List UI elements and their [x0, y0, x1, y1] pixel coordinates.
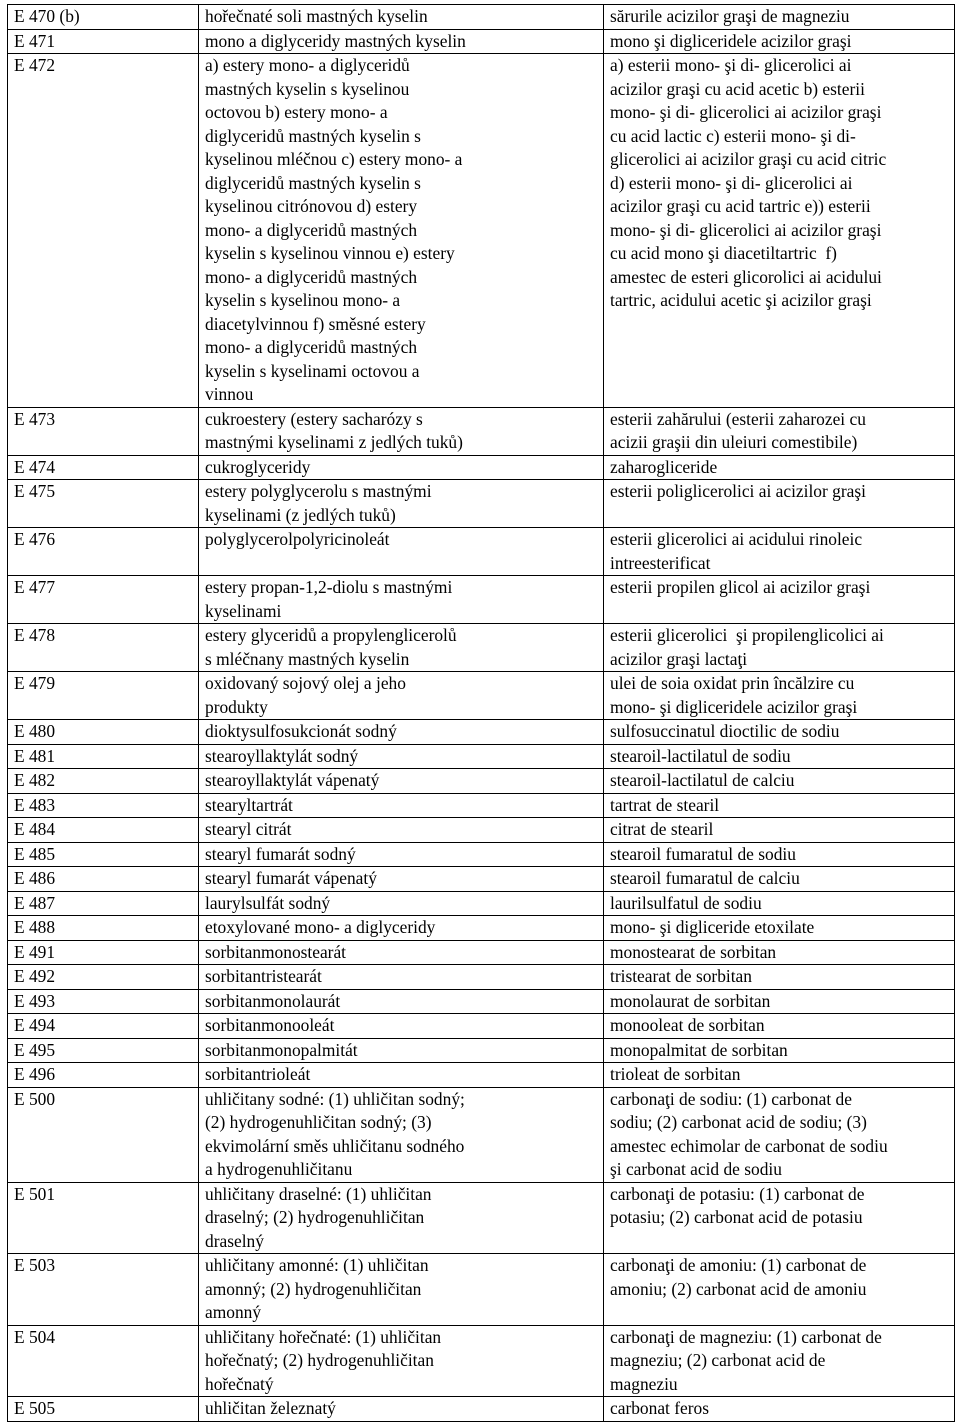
e-number-cell: E 487 — [8, 891, 199, 916]
romanian-name-cell: tartrat de stearil — [604, 793, 955, 818]
e-number-cell: E 501 — [8, 1182, 199, 1254]
romanian-name-cell: stearoil fumaratul de sodiu — [604, 842, 955, 867]
e-number-cell: E 476 — [8, 528, 199, 576]
czech-name-cell: sorbitanmonopalmitát — [199, 1038, 604, 1063]
romanian-name-cell: monopalmitat de sorbitan — [604, 1038, 955, 1063]
table-row — [8, 54, 955, 408]
romanian-name-cell: tristearat de sorbitan — [604, 965, 955, 990]
table-row — [8, 940, 955, 965]
table-row — [8, 576, 955, 624]
romanian-name-cell: a) esterii mono- şi di- glicerolici ai acizilor graşi cu acid acetic b) esterii mono- şi di- glicerolici ai acizilor graşi cu acid lactic c) esterii mono- şi di- glicerolici ai acizilor graşi cu acid citric d) esterii mono- şi di- glicerolici ai acizilor graşi cu acid tartric e)) esterii mono- şi di- glicerolici ai acizilor graşi cu acid mono şi diacetiltartric f) amestec de esteri glicorolici ai acidului tartric, acidului acetic şi acizilor graşi — [604, 54, 955, 408]
czech-name-cell: sorbitantristearát — [199, 965, 604, 990]
romanian-name-cell: monostearat de sorbitan — [604, 940, 955, 965]
czech-name-cell: uhličitany amonné: (1) uhličitan amonný; (2) hydrogenuhličitan amonný — [199, 1254, 604, 1326]
czech-name-cell: hořečnaté soli mastných kyselin — [199, 5, 604, 30]
e-number-cell: E 484 — [8, 818, 199, 843]
e-number-cell: E 485 — [8, 842, 199, 867]
czech-name-cell: polyglycerolpolyricinoleát — [199, 528, 604, 576]
table-row — [8, 720, 955, 745]
romanian-name-cell: esterii glicerolici ai acidului rinoleic intreesterificat — [604, 528, 955, 576]
romanian-name-cell: stearoil-lactilatul de sodiu — [604, 744, 955, 769]
romanian-name-cell: stearoil-lactilatul de calciu — [604, 769, 955, 794]
romanian-name-cell: carbonaţi de magneziu: (1) carbonat de magneziu; (2) carbonat acid de magneziu — [604, 1325, 955, 1397]
e-number-cell: E 493 — [8, 989, 199, 1014]
e-number-cell: E 504 — [8, 1325, 199, 1397]
table-row — [8, 455, 955, 480]
romanian-name-cell: carbonat feros — [604, 1397, 955, 1422]
table-row — [8, 769, 955, 794]
table-row — [8, 407, 955, 455]
romanian-name-cell: mono şi digliceridele acizilor graşi — [604, 29, 955, 54]
e-number-cell: E 478 — [8, 624, 199, 672]
romanian-name-cell: stearoil fumaratul de calciu — [604, 867, 955, 892]
e-number-cell: E 480 — [8, 720, 199, 745]
romanian-name-cell: carbonaţi de amoniu: (1) carbonat de amoniu; (2) carbonat acid de amoniu — [604, 1254, 955, 1326]
romanian-name-cell: laurilsulfatul de sodiu — [604, 891, 955, 916]
czech-name-cell: stearyl citrát — [199, 818, 604, 843]
e-number-cell: E 482 — [8, 769, 199, 794]
czech-name-cell: mono a diglyceridy mastných kyselin — [199, 29, 604, 54]
romanian-name-cell: sărurile acizilor graşi de magneziu — [604, 5, 955, 30]
e-number-cell: E 472 — [8, 54, 199, 408]
czech-name-cell: etoxylované mono- a diglyceridy — [199, 916, 604, 941]
czech-name-cell: uhličitany sodné: (1) uhličitan sodný; (2) hydrogenuhličitan sodný; (3) ekvimolární směs uhličitanu sodného a hydrogenuhličitanu — [199, 1087, 604, 1182]
table-row — [8, 916, 955, 941]
table-row — [8, 1254, 955, 1326]
czech-name-cell: oxidovaný sojový olej a jeho produkty — [199, 672, 604, 720]
czech-name-cell: sorbitanmonolaurát — [199, 989, 604, 1014]
e-number-cell: E 503 — [8, 1254, 199, 1326]
czech-name-cell: uhličitan železnatý — [199, 1397, 604, 1422]
romanian-name-cell: ulei de soia oxidat prin încălzire cu mono- şi digliceridele acizilor graşi — [604, 672, 955, 720]
czech-name-cell: sorbitantrioleát — [199, 1063, 604, 1088]
table-row — [8, 867, 955, 892]
czech-name-cell: sorbitanmonooleát — [199, 1014, 604, 1039]
czech-name-cell: stearoyllaktylát vápenatý — [199, 769, 604, 794]
table-row — [8, 818, 955, 843]
e-number-cell: E 483 — [8, 793, 199, 818]
czech-name-cell: uhličitany hořečnaté: (1) uhličitan hořečnatý; (2) hydrogenuhličitan hořečnatý — [199, 1325, 604, 1397]
e-number-cell: E 496 — [8, 1063, 199, 1088]
romanian-name-cell: carbonaţi de sodiu: (1) carbonat de sodiu; (2) carbonat acid de sodiu; (3) amestec echimolar de carbonat de sodiu şi carbonat acid de sodiu — [604, 1087, 955, 1182]
table-row — [8, 480, 955, 528]
e-number-cell: E 494 — [8, 1014, 199, 1039]
romanian-name-cell: zaharogliceride — [604, 455, 955, 480]
table-row — [8, 891, 955, 916]
czech-name-cell: laurylsulfát sodný — [199, 891, 604, 916]
table-row — [8, 793, 955, 818]
table-row — [8, 528, 955, 576]
czech-name-cell: stearoyllaktylát sodný — [199, 744, 604, 769]
czech-name-cell: cukroglyceridy — [199, 455, 604, 480]
table-row — [8, 1182, 955, 1254]
e-number-cell: E 481 — [8, 744, 199, 769]
romanian-name-cell: esterii zahărului (esterii zaharozei cu acizii graşii din uleiuri comestibile) — [604, 407, 955, 455]
czech-name-cell: stearyl fumarát vápenatý — [199, 867, 604, 892]
table-row — [8, 624, 955, 672]
table-row — [8, 1014, 955, 1039]
table-row — [8, 672, 955, 720]
czech-name-cell: uhličitany draselné: (1) uhličitan draselný; (2) hydrogenuhličitan draselný — [199, 1182, 604, 1254]
romanian-name-cell: citrat de stearil — [604, 818, 955, 843]
table-row — [8, 842, 955, 867]
czech-name-cell: dioktysulfosukcionát sodný — [199, 720, 604, 745]
table-row — [8, 989, 955, 1014]
romanian-name-cell: carbonaţi de potasiu: (1) carbonat de potasiu; (2) carbonat acid de potasiu — [604, 1182, 955, 1254]
czech-name-cell: cukroestery (estery sacharózy s mastnými kyselinami z jedlých tuků) — [199, 407, 604, 455]
czech-name-cell: stearyltartrát — [199, 793, 604, 818]
czech-name-cell: estery glyceridů a propylenglicerolů s mléčnany mastných kyselin — [199, 624, 604, 672]
czech-name-cell: estery propan-1,2-diolu s mastnými kyselinami — [199, 576, 604, 624]
table-row — [8, 965, 955, 990]
table-row — [8, 1063, 955, 1088]
table-row — [8, 5, 955, 30]
romanian-name-cell: esterii glicerolici şi propilenglicolici ai acizilor graşi lactaţi — [604, 624, 955, 672]
additives-table-body — [8, 5, 955, 1422]
e-number-cell: E 474 — [8, 455, 199, 480]
e-number-cell: E 505 — [8, 1397, 199, 1422]
e-number-cell: E 491 — [8, 940, 199, 965]
czech-name-cell: a) estery mono- a diglyceridů mastných kyselin s kyselinou octovou b) estery mono- a diglyceridů mastných kyselin s kyselinou mléčnou c) estery mono- a diglyceridů mastných kyselin s kyselinou citrónovou d) estery mono- a diglyceridů mastných kyselin s kyselinou vinnou e) estery mono- a diglyceridů mastných kyselin s kyselinou mono- a diacetylvinnou f) směsné estery mono- a diglyceridů mastných kyselin s kyselinami octovou a vinnou — [199, 54, 604, 408]
romanian-name-cell: mono- şi digliceride etoxilate — [604, 916, 955, 941]
e-number-cell: E 473 — [8, 407, 199, 455]
additives-table — [7, 4, 955, 1422]
romanian-name-cell: monolaurat de sorbitan — [604, 989, 955, 1014]
table-row — [8, 1038, 955, 1063]
czech-name-cell: sorbitanmonostearát — [199, 940, 604, 965]
romanian-name-cell: sulfosuccinatul dioctilic de sodiu — [604, 720, 955, 745]
e-number-cell: E 470 (b) — [8, 5, 199, 30]
table-row — [8, 29, 955, 54]
e-number-cell: E 495 — [8, 1038, 199, 1063]
czech-name-cell: estery polyglycerolu s mastnými kyselinami (z jedlých tuků) — [199, 480, 604, 528]
romanian-name-cell: esterii poliglicerolici ai acizilor graşi — [604, 480, 955, 528]
e-number-cell: E 486 — [8, 867, 199, 892]
table-row — [8, 1397, 955, 1422]
romanian-name-cell: trioleat de sorbitan — [604, 1063, 955, 1088]
e-number-cell: E 475 — [8, 480, 199, 528]
e-number-cell: E 471 — [8, 29, 199, 54]
e-number-cell: E 492 — [8, 965, 199, 990]
table-row — [8, 1325, 955, 1397]
romanian-name-cell: esterii propilen glicol ai acizilor graşi — [604, 576, 955, 624]
table-row — [8, 744, 955, 769]
e-number-cell: E 477 — [8, 576, 199, 624]
romanian-name-cell: monooleat de sorbitan — [604, 1014, 955, 1039]
e-number-cell: E 488 — [8, 916, 199, 941]
table-row — [8, 1087, 955, 1182]
e-number-cell: E 500 — [8, 1087, 199, 1182]
czech-name-cell: stearyl fumarát sodný — [199, 842, 604, 867]
e-number-cell: E 479 — [8, 672, 199, 720]
